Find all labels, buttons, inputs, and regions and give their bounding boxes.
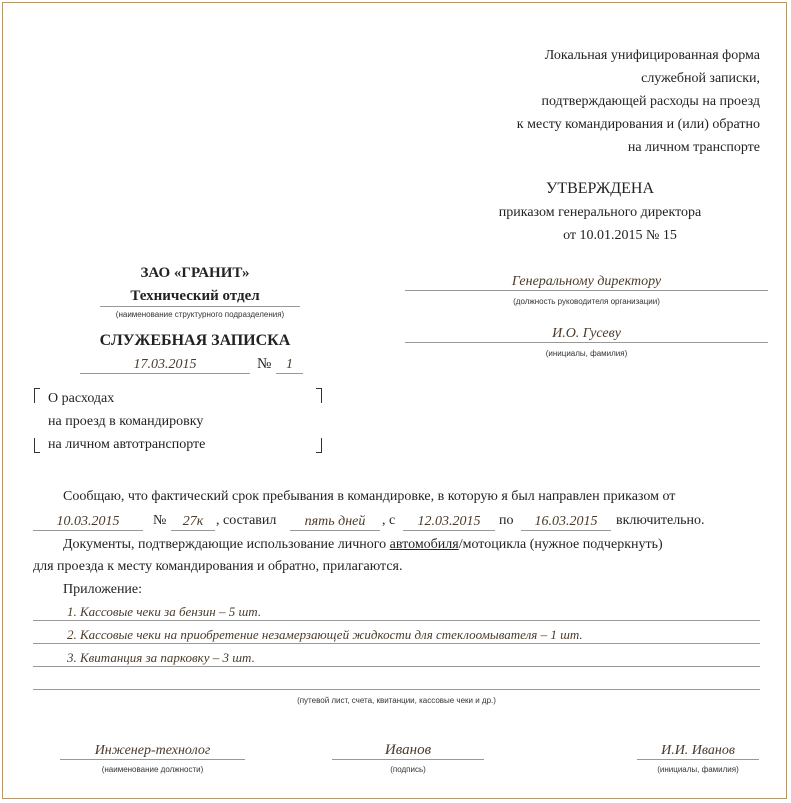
date-to-field: 16.03.2015 xyxy=(521,513,611,531)
form-header-line: подтверждающей расходы на проезд xyxy=(541,94,760,109)
body-paragraph-1: Сообщаю, что фактический срок пребывания в командировке, в которую я был направлен приказом от xyxy=(63,489,676,504)
body-paragraph-2 xyxy=(63,537,663,553)
memo-title: СЛУЖЕБНАЯ ЗАПИСКА xyxy=(99,332,291,349)
attachments-label: Приложение: xyxy=(63,582,143,597)
subject-line: на личном автотранспорте xyxy=(48,437,206,452)
subject-bracket-top-left xyxy=(34,388,40,403)
addressee-position-field: Генеральному директору xyxy=(405,273,768,291)
form-header xyxy=(517,44,760,159)
subject-bracket-bottom-left xyxy=(34,438,40,453)
memo-date-field: 17.03.2015 xyxy=(80,356,250,374)
to-label: по xyxy=(499,513,514,528)
subject-bracket-top-right xyxy=(316,388,322,403)
attachment-item: 3. Квитанция за парковку – 3 шт. xyxy=(67,650,255,665)
order-date-field: 10.03.2015 xyxy=(33,513,143,531)
approved-order-line: приказом генерального директора xyxy=(498,205,702,220)
order-number-field: 27к xyxy=(171,513,215,531)
attachment-item: 2. Кассовые чеки на приобретение незамерзающей жидкости для стеклоомывателя – 1 шт. xyxy=(67,627,583,642)
addressee-name-caption: (инициалы, фамилия) xyxy=(545,349,628,358)
p2-end: /мотоцикла (нужное подчеркнуть) xyxy=(458,537,663,552)
signer-name-caption: (инициалы, фамилия) xyxy=(657,765,739,774)
department-underline xyxy=(100,306,300,307)
addressee-name-field: И.О. Гусеву xyxy=(405,325,768,343)
attachment-item: 1. Кассовые чеки за бензин – 5 шт. xyxy=(67,604,262,619)
organization-name: ЗАО «ГРАНИТ» xyxy=(140,265,250,281)
signer-position-caption: (наименование должности) xyxy=(101,765,204,774)
p2-start: Документы, подтверждающие использование личного xyxy=(63,537,387,552)
addressee-position-caption: (должность руководителя организации) xyxy=(513,297,660,306)
subject-line: на проезд в командировку xyxy=(48,414,204,429)
date-from-field: 12.03.2015 xyxy=(403,513,495,531)
memo-number-field: 1 xyxy=(276,356,303,374)
p2-underlined: автомобиля xyxy=(389,537,459,552)
from-label: , с xyxy=(382,513,396,528)
memo-number-label: № xyxy=(257,356,272,372)
attachment-underline xyxy=(33,666,760,667)
approved-order-date: от 10.01.2015 № 15 xyxy=(563,228,677,243)
order-number-label: № xyxy=(153,513,167,528)
attachment-underline xyxy=(33,620,760,621)
attachment-underline xyxy=(33,689,760,690)
department-name: Технический отдел xyxy=(130,288,260,304)
duration-label: , составил xyxy=(216,513,277,528)
department-caption: (наименование структурного подразделения) xyxy=(115,310,285,319)
subject-line: О расходах xyxy=(48,391,115,406)
signer-name-field: И.И. Иванов xyxy=(637,742,759,760)
inclusive-label: включительно. xyxy=(616,513,705,528)
signer-position-field: Инженер-технолог xyxy=(60,742,245,760)
form-header-line: Локальная унифицированная форма xyxy=(544,48,760,63)
duration-field: пять дней xyxy=(290,513,380,531)
subject-bracket-bottom-right xyxy=(316,438,322,453)
body-paragraph-2-line-2: для проезда к месту командирования и обратно, прилагаются. xyxy=(33,559,403,574)
signer-signature-field: Иванов xyxy=(332,742,484,760)
attachment-underline xyxy=(33,643,760,644)
attachments-caption: (путевой лист, счета, квитанции, кассовые чеки и др.) xyxy=(297,696,496,705)
form-header-line: к месту командирования и (или) обратно xyxy=(516,117,760,132)
form-header-line: служебной записки, xyxy=(641,71,760,86)
form-header-line: на личном транспорте xyxy=(627,140,760,155)
signer-signature-caption: (подпись) xyxy=(390,765,426,774)
approved-title: УТВЕРЖДЕНА xyxy=(545,180,654,197)
